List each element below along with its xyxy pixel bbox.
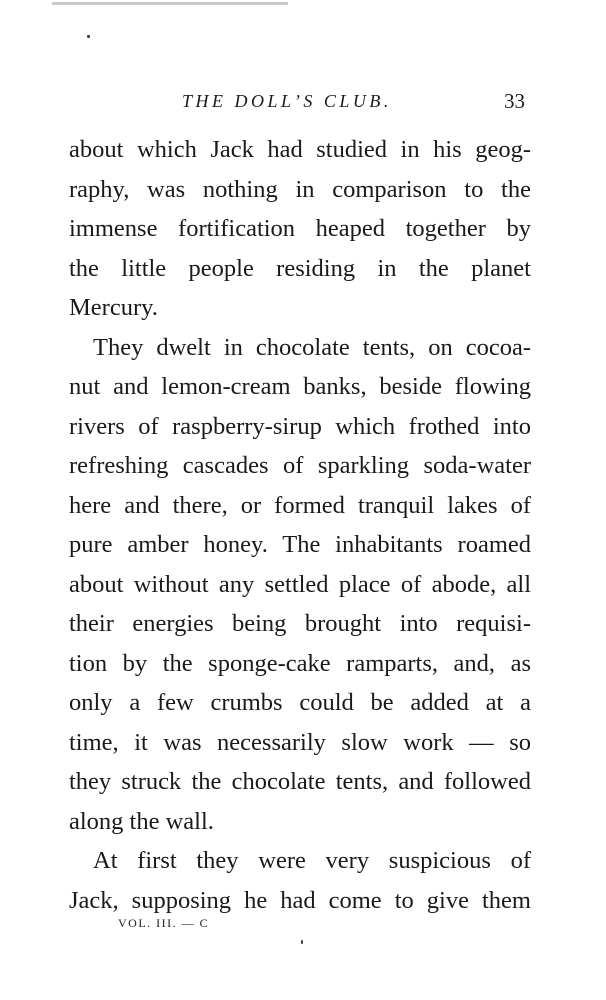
text-line: only a few crumbs could be added at a (69, 689, 531, 716)
top-edge-rule (52, 2, 288, 5)
text-line: their energies being brought into requisi- (69, 610, 531, 637)
text-line: refreshing cascades of sparkling soda-water (69, 452, 531, 479)
ink-speck (87, 35, 90, 38)
running-head (0, 86, 606, 116)
running-title: THE DOLL’S CLUB. (182, 91, 392, 111)
text-line: time, it was necessarily slow work — so (69, 728, 531, 756)
text-line: raphy, was nothing in comparison to the (69, 175, 531, 203)
text-line: about without any settled place of abode, all (69, 570, 531, 598)
ink-speck (301, 940, 303, 944)
text-line: tion by the sponge-cake ramparts, and, as (69, 649, 531, 677)
text-line: They dwelt in chocolate tents, on cocoa- (93, 333, 531, 361)
text-line: about which Jack had studied in his geog- (69, 136, 531, 163)
text-line: the little people residing in the planet (69, 254, 531, 282)
text-line: Mercury. (69, 294, 158, 321)
text-line: Jack, supposing he had come to give them (69, 886, 531, 914)
text-line: immense fortification heaped together by (69, 215, 531, 242)
text-line: pure amber honey. The inhabitants roamed (69, 531, 531, 558)
page-number: 33 (504, 89, 525, 113)
text-line: they struck the chocolate tents, and followed (69, 768, 531, 795)
text-line: nut and lemon-cream banks, beside flowing (69, 373, 531, 400)
text-line: here and there, or formed tranquil lakes of (69, 491, 531, 519)
text-line: rivers of raspberry-sirup which frothed into (69, 412, 531, 440)
body-text (69, 130, 531, 920)
signature-mark: VOL. III. — C (118, 916, 210, 930)
text-line: along the wall. (69, 807, 214, 835)
text-line: At first they were very suspicious of (93, 847, 531, 874)
